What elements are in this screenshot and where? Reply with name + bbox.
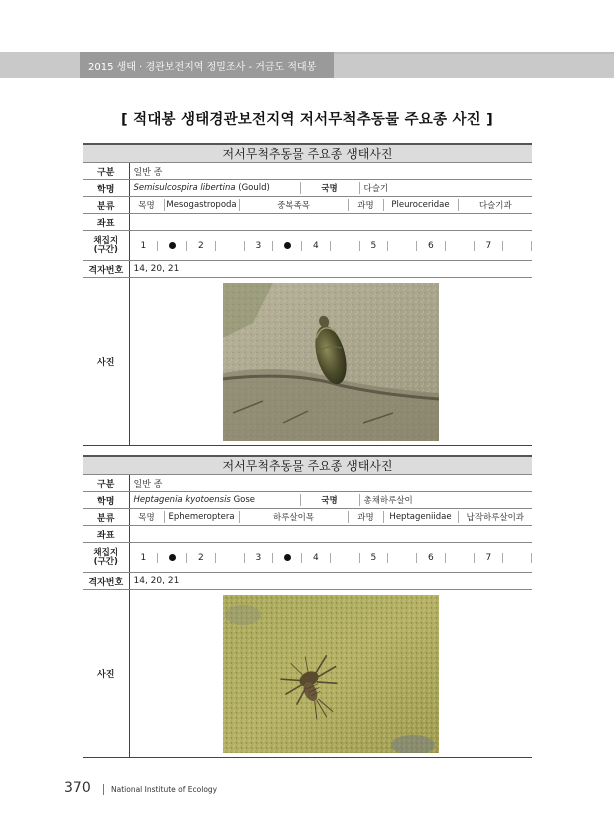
family-latin: Heptageniidae <box>384 511 459 523</box>
site-number: 5 <box>360 553 389 563</box>
scientific-name-label: 학명 <box>83 492 129 509</box>
site-mark <box>503 553 532 563</box>
site-number: 3 <box>245 553 274 563</box>
scientific-name-row <box>129 492 532 509</box>
order-latin: Ephemeroptera <box>165 511 240 523</box>
scientific-name-author: Gose <box>233 495 256 505</box>
publisher-name: National Institute of Ecology <box>111 785 218 794</box>
site-number: 2 <box>187 241 216 251</box>
classification-row <box>129 509 532 526</box>
order-korean: 하루살이목 <box>240 511 349 523</box>
grid-number-label: 격자번호 <box>83 573 129 590</box>
running-header-tab <box>80 52 334 78</box>
site-number: 6 <box>417 241 446 251</box>
korean-name-label: 국명 <box>301 182 360 194</box>
site-number: 3 <box>245 241 274 251</box>
site-grid <box>130 241 533 251</box>
classification-row <box>129 197 532 214</box>
family-latin: Pleuroceridae <box>384 199 459 211</box>
korean-name-value: 다슬기 <box>363 184 389 194</box>
site-mark <box>331 553 360 563</box>
mayfly-nymph-on-moss-photo <box>223 595 439 753</box>
sheet-heading: 저서무척추동물 주요종 생태사진 <box>83 144 532 163</box>
collection-site-label: 채집지 (구간) <box>83 231 129 261</box>
site-mark <box>446 553 475 563</box>
order-korean: 중복족목 <box>240 199 349 211</box>
family-korean: 다슬기과 <box>478 201 512 211</box>
scientific-name-author: (Gould) <box>238 183 270 193</box>
order-label: 목명 <box>130 511 165 523</box>
grid-number-value: 14, 20, 21 <box>129 261 532 278</box>
grid-number-label: 격자번호 <box>83 261 129 278</box>
site-mark <box>388 241 417 251</box>
scientific-name-italic: Heptagenia kyotoensis <box>133 495 231 505</box>
korean-name-label: 국명 <box>301 494 360 506</box>
family-korean: 납작하루살이과 <box>466 513 524 523</box>
coordinates-value <box>129 526 532 543</box>
scientific-name-label: 학명 <box>83 180 129 197</box>
grid-number-value: 14, 20, 21 <box>129 573 532 590</box>
category-label: 구분 <box>83 475 129 492</box>
page-title: [ 적대봉 생태경관보전지역 저서무척추동물 주요종 사진 ] <box>121 112 493 128</box>
family-label: 과명 <box>349 511 384 523</box>
running-header <box>0 52 614 78</box>
site-number: 4 <box>302 553 331 563</box>
site-mark <box>388 553 417 563</box>
photo-cell <box>129 278 532 446</box>
site-number: 1 <box>130 241 159 251</box>
category-value: 일반 종 <box>129 475 532 492</box>
site-mark <box>446 241 475 251</box>
classification-label: 분류 <box>83 197 129 214</box>
scientific-name-row <box>129 180 532 197</box>
category-value: 일반 종 <box>129 163 532 180</box>
site-mark <box>503 241 532 251</box>
photo-label: 사진 <box>83 278 129 446</box>
site-number: 7 <box>475 241 504 251</box>
running-title: 2015 생태 · 경관보전지역 정밀조사 - 거금도 적대봉 <box>88 62 317 73</box>
collection-site-row <box>129 543 532 573</box>
species-sheet-2 <box>83 455 532 758</box>
snail-on-rock-photo <box>223 283 439 441</box>
site-mark <box>216 553 245 563</box>
photo-label: 사진 <box>83 590 129 758</box>
site-mark <box>158 553 187 563</box>
coordinates-label: 좌표 <box>83 526 129 543</box>
coordinates-value <box>129 214 532 231</box>
site-mark <box>216 241 245 251</box>
site-number: 6 <box>417 553 446 563</box>
site-mark <box>273 241 302 251</box>
sheet-heading: 저서무척추동물 주요종 생태사진 <box>83 456 532 475</box>
category-label: 구분 <box>83 163 129 180</box>
site-number: 1 <box>130 553 159 563</box>
collection-site-label: 채집지 (구간) <box>83 543 129 573</box>
site-number: 4 <box>302 241 331 251</box>
collection-site-row <box>129 231 532 261</box>
site-mark <box>331 241 360 251</box>
header-rule <box>334 52 614 54</box>
order-latin: Mesogastropoda <box>165 199 240 211</box>
site-number: 2 <box>187 553 216 563</box>
site-grid <box>130 553 533 563</box>
family-label: 과명 <box>349 199 384 211</box>
site-mark <box>158 241 187 251</box>
scientific-name-cell <box>130 182 301 194</box>
photo-cell <box>129 590 532 758</box>
site-mark <box>273 553 302 563</box>
species-sheet-1 <box>83 143 532 446</box>
classification-label: 분류 <box>83 509 129 526</box>
footer-divider <box>103 784 104 795</box>
scientific-name-italic: Semisulcospira libertina <box>133 183 236 193</box>
page-number: 370 <box>64 780 91 796</box>
korean-name-value: 총채하루살이 <box>363 496 413 506</box>
coordinates-label: 좌표 <box>83 214 129 231</box>
scientific-name-cell <box>130 494 301 506</box>
order-label: 목명 <box>130 199 165 211</box>
site-number: 5 <box>360 241 389 251</box>
site-number: 7 <box>475 553 504 563</box>
